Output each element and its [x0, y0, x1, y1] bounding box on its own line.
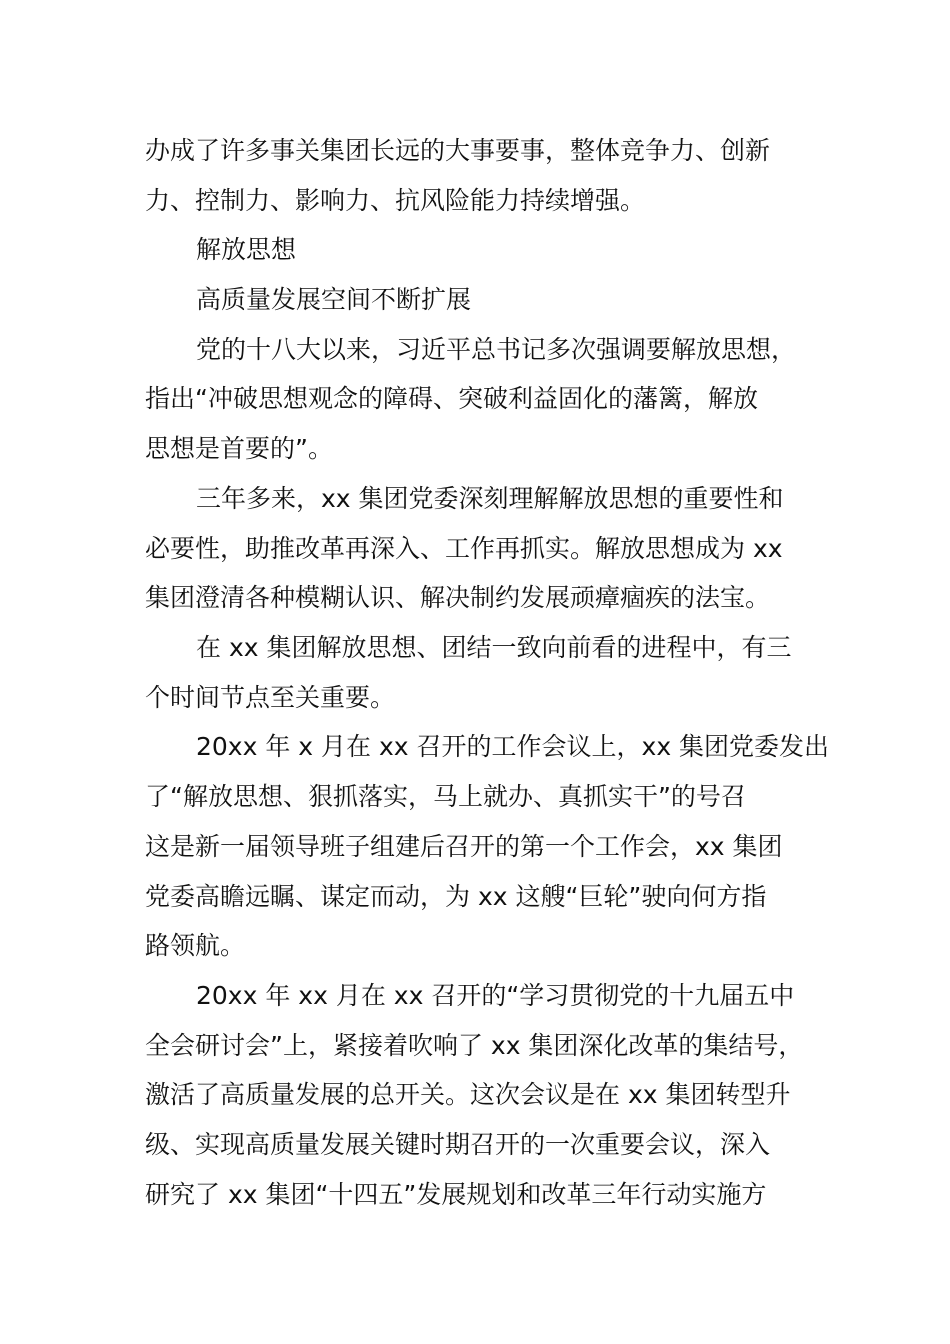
- text-line: 集团澄清各种模糊认识、解决制约发展顽瘴痼疾的法宝。: [145, 583, 771, 612]
- text-line: 必要性，助推改革再深入、工作再抓实。解放思想成为 xx: [145, 534, 783, 563]
- text-line: 这是新一届领导班子组建后召开的第一个工作会，xx 集团: [145, 832, 783, 861]
- text-line: 三年多来，xx 集团党委深刻理解解放思想的重要性和: [196, 484, 784, 513]
- text-line: 全会研讨会”上，紧接着吹响了 xx 集团深化改革的集结号，: [145, 1031, 804, 1060]
- text-line: 办成了许多事关集团长远的大事要事，整体竞争力、创新: [145, 136, 771, 165]
- text-line: 研究了 xx 集团“十四五”发展规划和改革三年行动实施方: [145, 1180, 767, 1209]
- text-line: 了“解放思想、狠抓落实，马上就办、真抓实干”的号召: [145, 782, 746, 811]
- text-line: 党的十八大以来，习近平总书记多次强调要解放思想，: [196, 335, 797, 364]
- text-line: 力、控制力、影响力、抗风险能力持续增强。: [145, 186, 646, 215]
- text-line: 个时间节点至关重要。: [145, 683, 396, 712]
- text-line: 20xx 年 xx 月在 xx 召开的“学习贯彻党的十九届五中: [196, 981, 795, 1010]
- section-heading: 高质量发展空间不断扩展: [196, 285, 472, 314]
- text-line: 党委高瞻远瞩、谋定而动，为 xx 这艘“巨轮”驶向何方指: [145, 882, 767, 911]
- text-line: 指出“冲破思想观念的障碍、突破利益固化的藩篱，解放: [145, 384, 758, 413]
- text-line: 在 xx 集团解放思想、团结一致向前看的进程中，有三: [196, 633, 792, 662]
- text-line: 思想是首要的”。: [145, 434, 333, 463]
- text-line: 激活了高质量发展的总开关。这次会议是在 xx 集团转型升: [145, 1080, 791, 1109]
- text-line: 20xx 年 x 月在 xx 召开的工作会议上，xx 集团党委发出: [196, 732, 830, 761]
- text-line: 路领航。: [145, 931, 246, 960]
- section-heading: 解放思想: [196, 235, 297, 264]
- text-line: 级、实现高质量发展关键时期召开的一次重要会议，深入: [145, 1130, 771, 1159]
